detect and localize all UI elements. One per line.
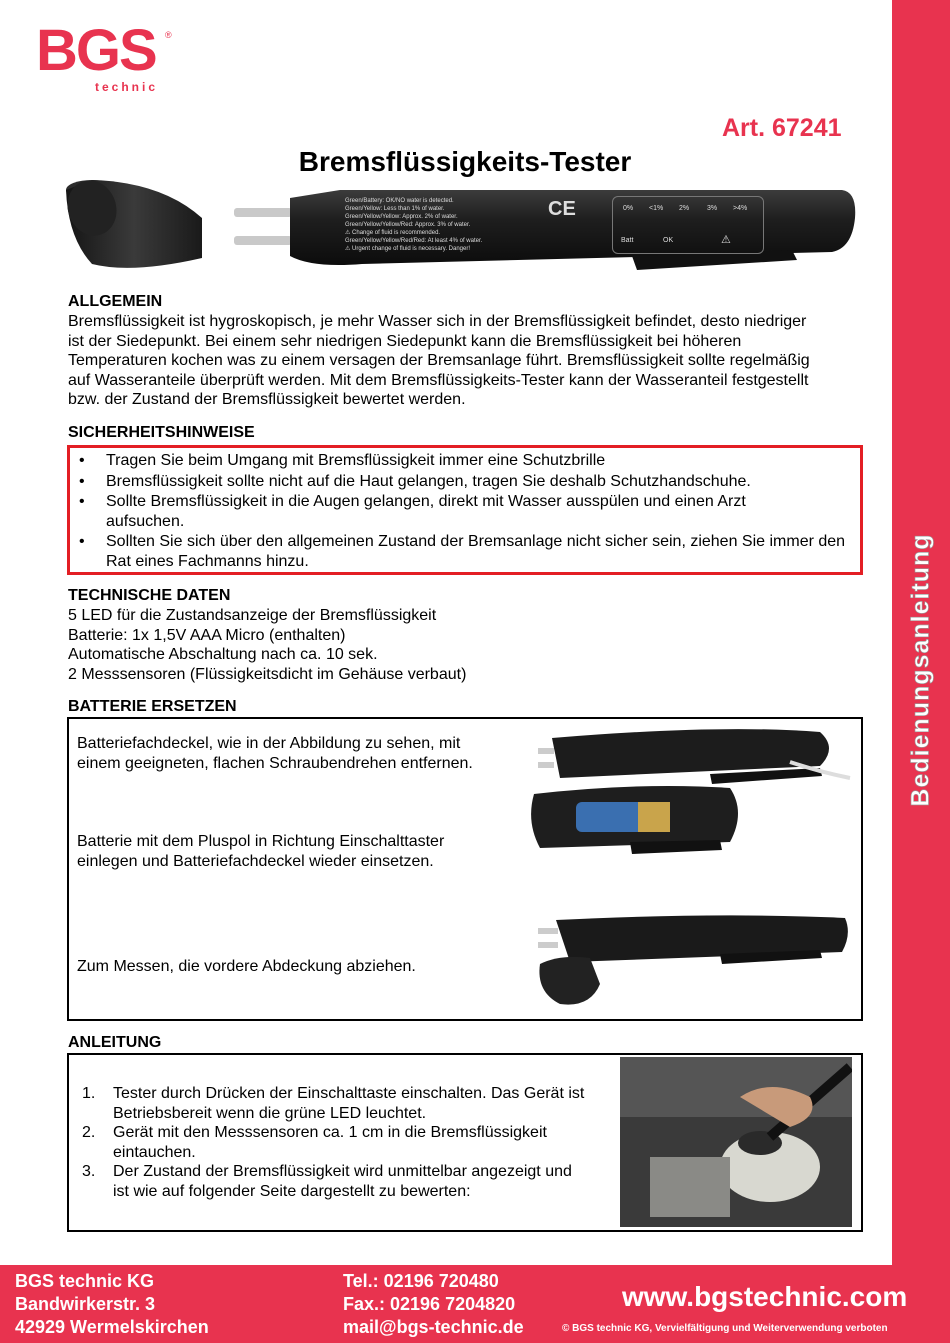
logo-subtitle: technic [95, 80, 159, 94]
led-label: 0% [623, 205, 634, 212]
device-label-line: Green/Yellow/Yellow: Approx. 2% of water. [345, 214, 458, 220]
led-label: 3% [707, 205, 718, 212]
step-number: 1. [82, 1085, 96, 1102]
cap-image [62, 178, 202, 268]
fax-number: Fax.: 02196 7204820 [343, 1294, 516, 1314]
battery-step-3 [77, 957, 416, 977]
section-heading-batterie: BATTERIE ERSETZEN [68, 698, 237, 715]
phone-number: Tel.: 02196 720480 [343, 1271, 499, 1291]
battery-step-2 [77, 832, 444, 871]
step-number: 3. [82, 1163, 96, 1180]
section-heading-anleitung: ANLEITUNG [68, 1034, 162, 1051]
website-link[interactable]: www.bgstechnic.com [622, 1281, 908, 1312]
city-address: 42929 Wermelskirchen [15, 1317, 209, 1337]
safety-item: • Sollte Bremsflüssigkeit in die Augen gelangen, direkt mit Wasser ausspülen und einen Arzt aufsuchen. [79, 493, 746, 530]
led-label: >4% [733, 205, 748, 212]
page-title: Bremsflüssigkeits-Tester [298, 146, 632, 177]
footer [0, 1265, 950, 1343]
instruction-step: 2. Gerät mit den Messsensoren ca. 1 cm in die Bremsflüssigkeit eintauchen. [82, 1124, 547, 1161]
instruction-step: 1. Tester durch Drücken der Einschalttaste einschalten. Das Gerät ist Betriebsbereit wenn die grüne LED leuchtet. [82, 1085, 585, 1122]
company-name: BGS technic KG [15, 1271, 155, 1291]
warning-icon: ⚠ [721, 234, 731, 246]
text-line: Batterie mit dem Pluspol in Richtung Einschalttaster [77, 833, 445, 850]
text-line: 5 LED für die Zustandsanzeige der Bremsflüssigkeit [68, 607, 437, 624]
logo: BGS [36, 18, 156, 83]
led-panel [612, 196, 764, 254]
copyright-notice: © BGS technic KG, Vervielfältigung und Weiterverwendung verboten [562, 1323, 888, 1334]
bullet: • [79, 533, 85, 550]
text-line: 2 Messsensoren (Flüssigkeitsdicht im Gehäuse verbaut) [68, 665, 467, 683]
battery-images [520, 722, 855, 1012]
led-label: <1% [649, 205, 664, 212]
text-line: einem geeigneten, flachen Schraubendrehen entfernen. [77, 754, 473, 772]
logo-registered-mark: ® [165, 30, 172, 40]
text-line: Zum Messen, die vordere Abdeckung abziehen. [77, 958, 416, 975]
device-label-line: Green/Yellow/Yellow/Red/Red: At least 4% of water. [345, 238, 483, 244]
device-label-line: ⚠ Change of fluid is recommended. [345, 230, 441, 236]
section-heading-allgemein: ALLGEMEIN [68, 293, 163, 310]
instruction-step: 3. Der Zustand der Bremsflüssigkeit wird unmittelbar angezeigt und ist wie auf folgender Seite dargestellt zu bewerten: [82, 1163, 572, 1200]
tester-open-image [538, 729, 850, 784]
safety-item: • Tragen Sie beim Umgang mit Bremsflüssigkeit immer eine Schutzbrille [79, 452, 606, 469]
text-line: Automatische Abschaltung nach ca. 10 sek. [68, 646, 378, 663]
safety-item: • Bremsflüssigkeit sollte nicht auf die Haut gelangen, tragen Sie deshalb Schutzhandschuhe. [79, 472, 751, 490]
safety-item: • Sollten Sie sich über den allgemeinen Zustand der Bremsanlage nicht sicher sein, ziehen Sie immer den Rat eines Fachmanns hinzu. [79, 533, 846, 570]
technical-data-list [68, 606, 466, 684]
street-address: Bandwirkerstr. 3 [15, 1294, 156, 1314]
text-line: Batterie: 1x 1,5V AAA Micro (enthalten) [68, 626, 346, 644]
step-number: 2. [82, 1124, 96, 1141]
article-number: Art. 67241 [722, 114, 842, 142]
battery-button-label: Batt [621, 237, 634, 244]
bullet: • [79, 452, 85, 469]
section-heading-sicherheit: SICHERHEITSHINWEISE [68, 424, 255, 441]
device-label-line: Green/Battery: OK/NO water is detected. [345, 198, 454, 204]
ok-label: OK [663, 237, 674, 244]
safety-box [67, 445, 863, 575]
tester-closed-image [538, 915, 848, 964]
section-heading-technische-daten: TECHNISCHE DATEN [68, 587, 231, 604]
text-line: Bremsflüssigkeit ist hygroskopisch, je mehr Wasser sich in der Bremsflüssigkeit befindet, desto niedriger [68, 313, 807, 330]
device-label-line: Green/Yellow: Less than 1% of water. [345, 206, 445, 212]
battery-step-1 [77, 734, 473, 773]
device-label-line: Green/Yellow/Yellow/Red: Approx. 3% of water. [345, 222, 471, 228]
bullet: • [79, 472, 85, 490]
instruction-list [82, 1084, 592, 1201]
allgemein-text [68, 312, 810, 410]
text-line: bzw. der Zustand der Bremsflüssigkeit bewertet werden. [68, 391, 466, 408]
sensor-pins [234, 208, 292, 245]
email-link[interactable]: mail@bgs-technic.de [343, 1317, 524, 1337]
text-line: Batteriefachdeckel, wie in der Abbildung zu sehen, mit [77, 735, 461, 752]
device-label-list [345, 197, 545, 253]
text-line: Temperaturen kochen was zu einem versagen der Bremsanlage führt. Bremsflüssigkeit sollte regelmäßig [68, 352, 810, 369]
engine-photo [620, 1057, 852, 1227]
sidebar-title: Bedienungsanleitung [906, 533, 935, 807]
device-label-line: ⚠ Urgent change of fluid is necessary. Danger! [345, 246, 470, 252]
text-line: auf Wasseranteile überprüft werden. Mit dem Bremsflüssigkeits-Tester kann der Wasseranteil festgestellt [68, 371, 809, 389]
bullet: • [79, 493, 85, 510]
ce-mark: CE [548, 198, 576, 220]
text-line: ist der Siedepunkt. Bei einem sehr niedrigen Siedepunkt kann die Bremsflüssigkeit bei höheren [68, 332, 742, 350]
cap-small-image [539, 957, 600, 1005]
tester-battery-image [531, 786, 738, 854]
text-line: einlegen und Batteriefachdeckel wieder einsetzen. [77, 852, 434, 870]
led-label: 2% [679, 205, 690, 212]
